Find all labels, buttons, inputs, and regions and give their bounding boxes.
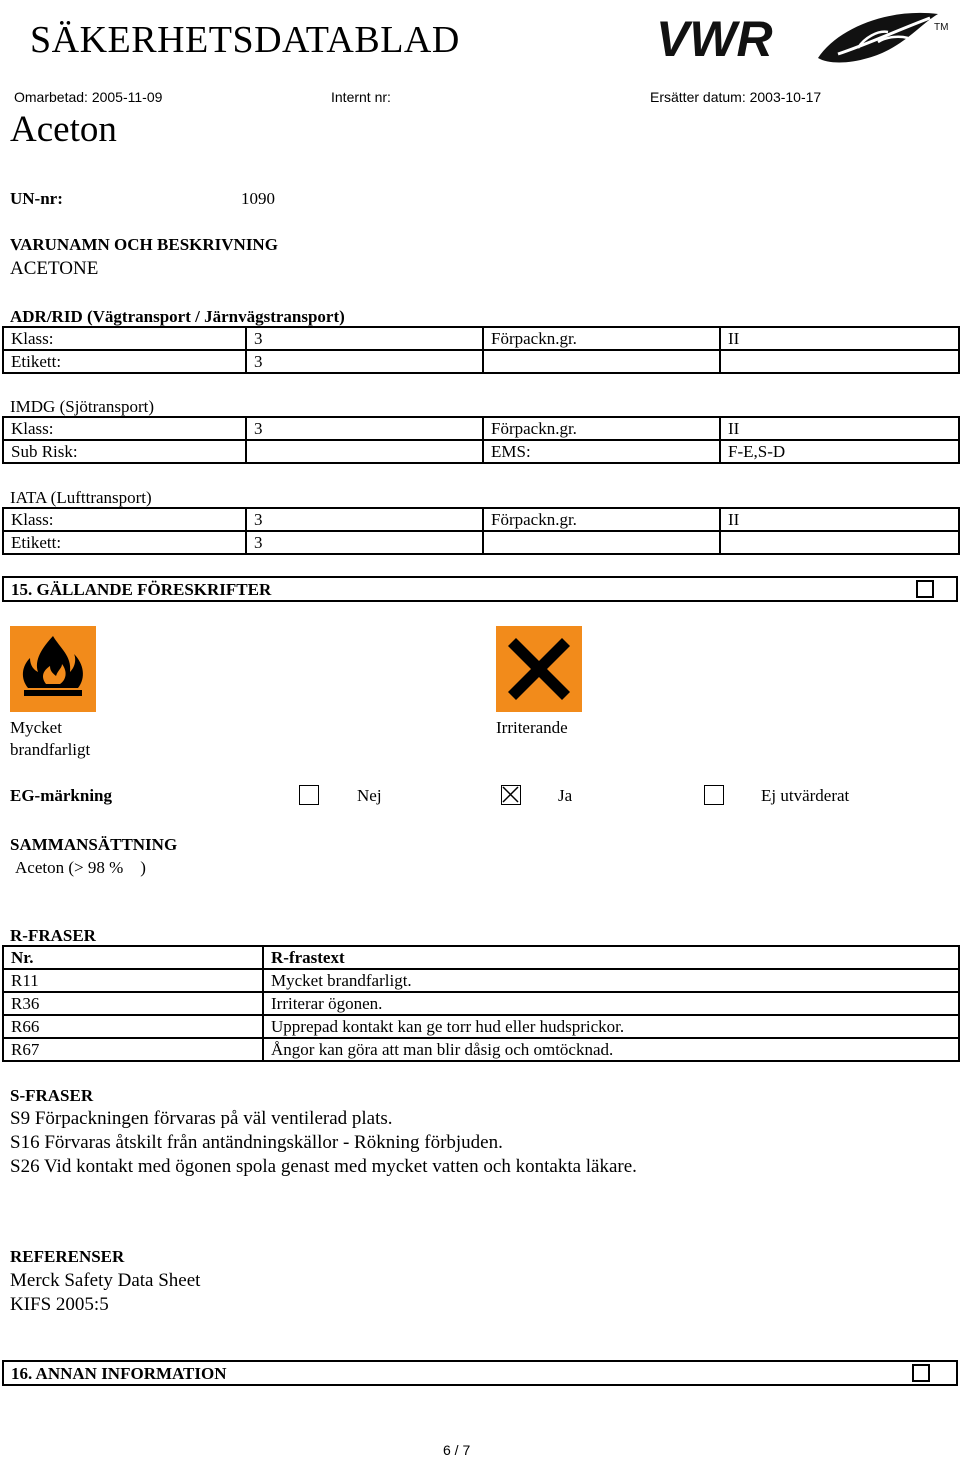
un-label: UN-nr: xyxy=(10,189,63,208)
document-title: SÄKERHETSDATABLAD xyxy=(30,19,460,61)
eg-unassessed-label: Ej utvärderat xyxy=(761,786,850,805)
eg-yes-checkbox[interactable] xyxy=(501,785,521,805)
table-row xyxy=(3,969,959,992)
section-15-header xyxy=(2,576,958,602)
r-text: Irriterar ögonen. xyxy=(263,992,959,1015)
references-heading: REFERENSER xyxy=(10,1247,125,1266)
shipping-name-value: ACETONE xyxy=(10,258,99,279)
eg-no-label: Nej xyxy=(357,786,382,805)
s-phrases-heading: S-FRASER xyxy=(10,1086,94,1105)
s-phrase-line: S16 Förvaras åtskilt från antändningskällor - Rökning förbjuden. xyxy=(10,1132,503,1153)
table-row xyxy=(3,508,959,531)
flammable-icon xyxy=(10,626,96,712)
cell: 3 xyxy=(246,508,483,531)
iata-heading: IATA (Lufttransport) xyxy=(10,488,152,507)
r-text: Mycket brandfarligt. xyxy=(263,969,959,992)
r-code: R66 xyxy=(3,1015,263,1038)
cell: Klass: xyxy=(3,417,246,440)
section-16-checkbox[interactable] xyxy=(912,1364,930,1382)
un-value: 1090 xyxy=(241,189,275,208)
adr-table xyxy=(2,326,960,374)
imdg-table xyxy=(2,416,960,464)
r-phrases-heading: R-FRASER xyxy=(10,926,96,945)
section-16-header xyxy=(2,1360,958,1386)
iata-table xyxy=(2,507,960,555)
svg-text:TM: TM xyxy=(934,22,949,33)
table-row xyxy=(3,531,959,554)
table-row xyxy=(3,1038,959,1061)
column-header-nr: Nr. xyxy=(3,946,263,969)
cell: F-E,S-D xyxy=(720,440,959,463)
internal-number: Internt nr: xyxy=(331,89,391,105)
cell: II xyxy=(720,327,959,350)
cell: II xyxy=(720,508,959,531)
cell: 3 xyxy=(246,350,483,373)
cell: Förpackn.gr. xyxy=(483,327,720,350)
irritant-icon xyxy=(496,626,582,712)
page-number: 6 / 7 xyxy=(443,1442,471,1458)
cell: Förpackn.gr. xyxy=(483,417,720,440)
section-15-checkbox[interactable] xyxy=(916,580,934,598)
reference-line: Merck Safety Data Sheet xyxy=(10,1270,201,1291)
section-16-title: 16. ANNAN INFORMATION xyxy=(11,1364,227,1383)
flammable-label-line1: Mycket xyxy=(10,718,62,737)
cell: Sub Risk: xyxy=(3,440,246,463)
table-row xyxy=(3,417,959,440)
replaces-date: Ersätter datum: 2003-10-17 xyxy=(650,89,822,105)
checked-mark-icon xyxy=(502,786,519,803)
cell: II xyxy=(720,417,959,440)
r-text: Ångor kan göra att man blir dåsig och omtöcknad. xyxy=(263,1038,959,1061)
cell: 3 xyxy=(246,531,483,554)
r-text: Upprepad kontakt kan ge torr hud eller hudsprickor. xyxy=(263,1015,959,1038)
table-header-row xyxy=(3,946,959,969)
cell: Klass: xyxy=(3,327,246,350)
reference-line: KIFS 2005:5 xyxy=(10,1294,109,1315)
table-row xyxy=(3,327,959,350)
cell: EMS: xyxy=(483,440,720,463)
product-name: Aceton xyxy=(10,109,117,150)
cell: Etikett: xyxy=(3,350,246,373)
flammable-label-line2: brandfarligt xyxy=(10,740,91,759)
eg-yes-label: Ja xyxy=(558,786,573,805)
irritant-label: Irriterande xyxy=(496,718,568,737)
revised-date: Omarbetad: 2005-11-09 xyxy=(14,89,163,105)
r-phrases-table xyxy=(2,945,960,1062)
s-phrase-line: S26 Vid kontakt med ögonen spola genast med mycket vatten och kontakta läkare. xyxy=(10,1156,637,1177)
adr-heading: ADR/RID (Vägtransport / Järnvägstransport) xyxy=(10,307,345,326)
table-row xyxy=(3,992,959,1015)
cell xyxy=(483,531,720,554)
eg-unassessed-checkbox[interactable] xyxy=(704,785,724,805)
composition-value: Aceton (> 98 % ) xyxy=(15,858,146,877)
svg-text:VWR: VWR xyxy=(656,11,773,64)
cell: Etikett: xyxy=(3,531,246,554)
table-row xyxy=(3,1015,959,1038)
composition-heading: SAMMANSÄTTNING xyxy=(10,835,178,854)
r-code: R36 xyxy=(3,992,263,1015)
cell xyxy=(483,350,720,373)
eg-no-checkbox[interactable] xyxy=(299,785,319,805)
imdg-heading: IMDG (Sjötransport) xyxy=(10,397,155,416)
eg-marking-label: EG-märkning xyxy=(10,786,113,805)
column-header-text: R-frastext xyxy=(263,946,959,969)
cell: Klass: xyxy=(3,508,246,531)
cell: 3 xyxy=(246,417,483,440)
shipping-name-heading: VARUNAMN OCH BESKRIVNING xyxy=(10,235,278,254)
s-phrase-line: S9 Förpackningen förvaras på väl ventilerad plats. xyxy=(10,1108,393,1129)
table-row xyxy=(3,440,959,463)
table-row xyxy=(3,350,959,373)
r-code: R67 xyxy=(3,1038,263,1061)
r-code: R11 xyxy=(3,969,263,992)
cell: Förpackn.gr. xyxy=(483,508,720,531)
cell xyxy=(246,440,483,463)
cell xyxy=(720,350,959,373)
vwr-logo xyxy=(656,4,952,64)
section-15-title: 15. GÄLLANDE FÖRESKRIFTER xyxy=(11,580,272,599)
cell xyxy=(720,531,959,554)
cell: 3 xyxy=(246,327,483,350)
